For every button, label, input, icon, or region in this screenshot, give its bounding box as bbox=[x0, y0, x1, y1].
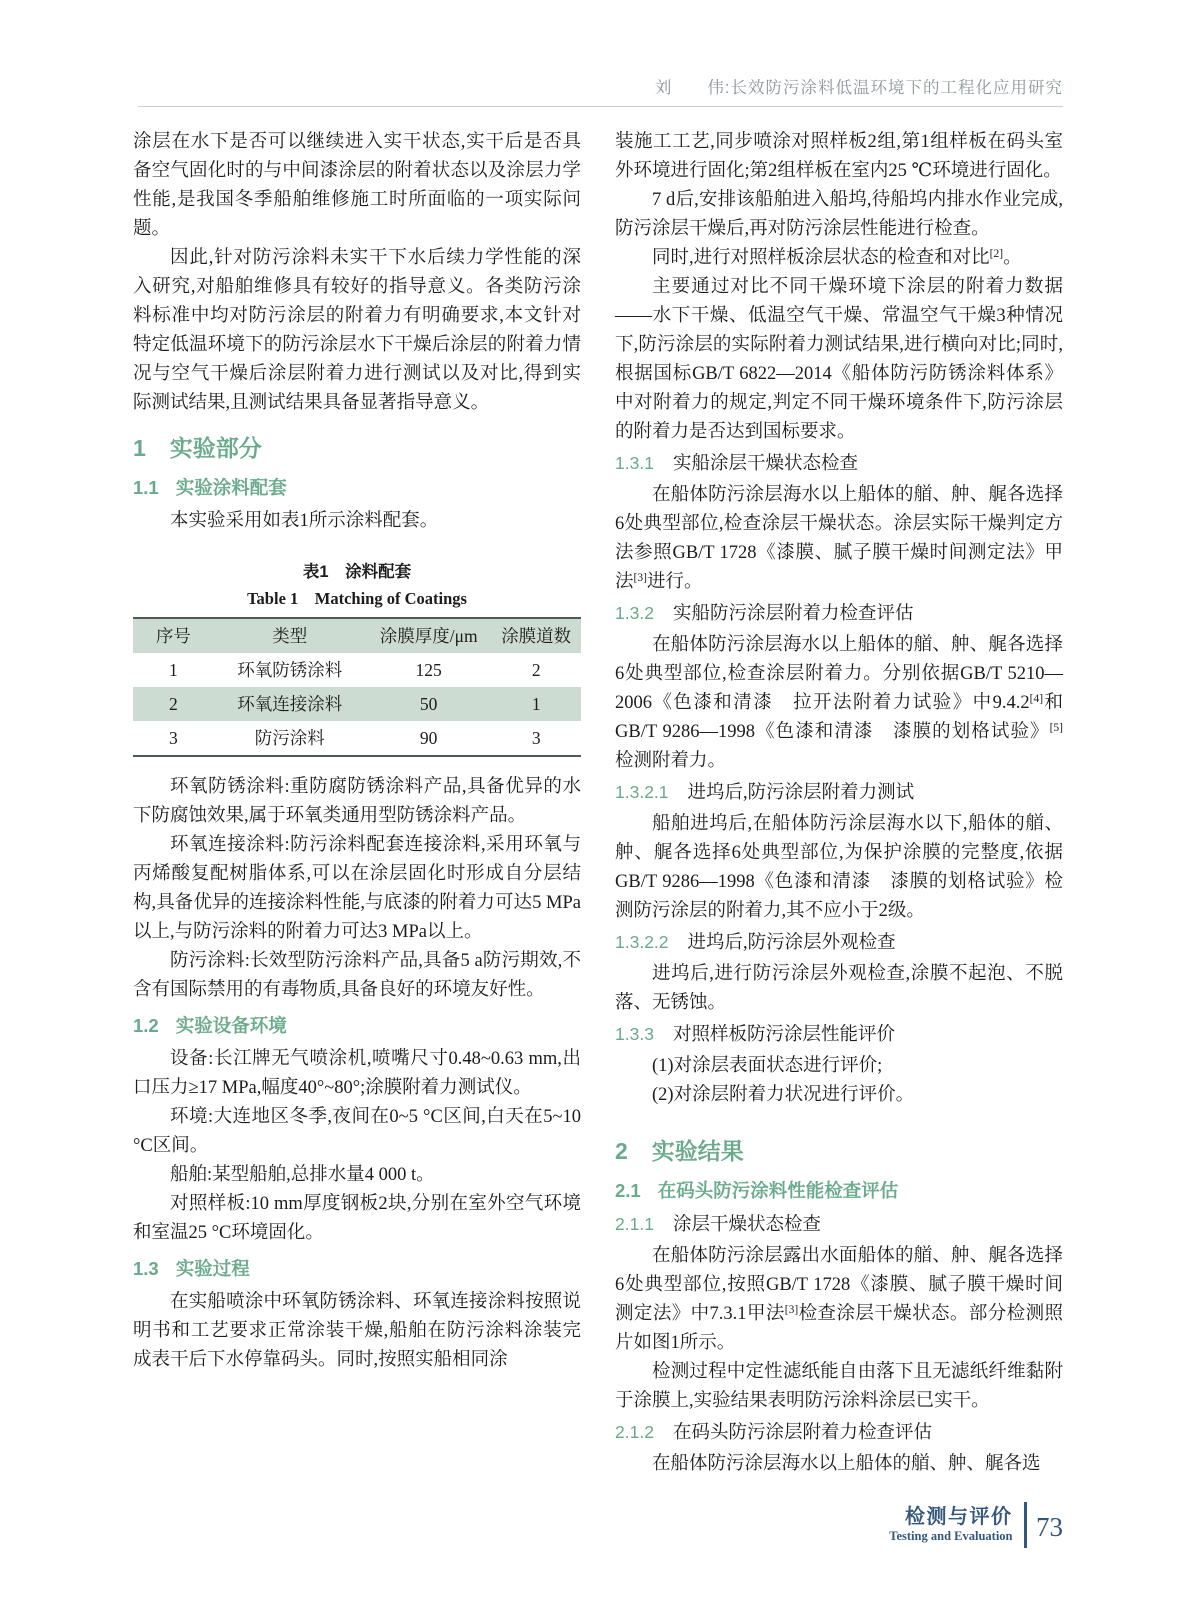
paragraph-text: 。 bbox=[1003, 248, 1022, 268]
section-title: 实验设备环境 bbox=[175, 1015, 287, 1037]
section-heading-1 bbox=[133, 433, 581, 464]
paragraph-text: 进行。 bbox=[646, 572, 703, 592]
citation-ref-4: [4] bbox=[1029, 693, 1044, 705]
table-cell: 1 bbox=[168, 660, 178, 681]
table-header-row bbox=[133, 618, 581, 653]
paragraph bbox=[615, 631, 1063, 776]
section-number: 1.1 bbox=[133, 477, 159, 499]
section-heading-2-1 bbox=[615, 1176, 1063, 1205]
paragraph: 在实船喷涂中环氧防锈涂料、环氧连接涂料按照说明书和工艺要求正常涂装干燥,船舶在防污涂料涂装完成表干后下水停靠码头。同时,按照实船相同涂 bbox=[133, 1292, 581, 1371]
table-1 bbox=[133, 617, 581, 757]
section-number: 1.3.3 bbox=[615, 1024, 654, 1044]
paragraph: 因此,针对防污涂料未实干下水后续力学性能的深入研究,对船舶维修具有较好的指导意义。各类防污涂料标准中均对防污涂层的附着力有明确要求,本文针对特定低温环境下的防污涂层水下干燥后涂层的附着力情况与空气干燥后涂层附着力进行测试以及对比,得到实际测试结果,且测试结果具备显著指导意义。 bbox=[133, 248, 581, 413]
table-cell: 50 bbox=[419, 694, 438, 715]
table-cell: 防污涂料 bbox=[254, 728, 325, 749]
header-rule bbox=[138, 106, 1063, 107]
paragraph bbox=[615, 481, 1063, 597]
table-caption-cn: 表1 涂料配套 bbox=[302, 563, 412, 582]
paragraph: 7 d后,安排该船舶进入船坞,待船坞内排水作业完成,防污涂层干燥后,再对防污涂层性能进行检查。 bbox=[615, 190, 1063, 239]
section-heading-1-3-2-1 bbox=[615, 778, 1063, 808]
section-number: 2.1.1 bbox=[615, 1214, 654, 1235]
paragraph-text: 同时,进行对照样板涂层状态的检查和对比 bbox=[652, 248, 990, 268]
section-heading-1-1 bbox=[133, 473, 581, 502]
section-title: 进坞后,防污涂层附着力测试 bbox=[687, 783, 915, 803]
section-number: 2.1 bbox=[615, 1180, 641, 1202]
section-number: 1.3.1 bbox=[615, 453, 654, 473]
paragraph: 在船体防污涂层海水以上船体的艏、舯、艉各选 bbox=[652, 1454, 1041, 1475]
section-title: 实验结果 bbox=[651, 1138, 744, 1164]
section-number: 1.3.2 bbox=[615, 603, 654, 623]
table-1-block bbox=[133, 558, 581, 757]
section-heading-1-3 bbox=[133, 1254, 581, 1283]
paragraph: 船舶:某型船舶,总排水量4 000 t。 bbox=[170, 1165, 435, 1186]
paragraph: 环氧防锈涂料:重防腐防锈涂料产品,具备优异的水下防腐蚀效果,属于环氧类通用型防锈涂料产品。 bbox=[133, 777, 581, 827]
table-header-cell: 类型 bbox=[272, 626, 308, 647]
table-cell: 2 bbox=[168, 694, 178, 715]
paragraph: 主要通过对比不同干燥环境下涂层的附着力数据——水下干燥、低温空气干燥、常温空气干燥3种情况下,防污涂层的实际附着力测试结果,进行横向对比;同时,根据国标GB/T 6822—2014《船体防污防锈涂料体系》中对附着力的规定,判定不同干燥环境条件下,防污涂层的附着力是否达到国标要求。 bbox=[615, 277, 1063, 442]
section-heading-1-2 bbox=[133, 1011, 581, 1040]
paragraph: 本实验采用如表1所示涂料配套。 bbox=[170, 511, 439, 532]
left-column bbox=[133, 128, 581, 1479]
section-number: 1.3.2.2 bbox=[615, 932, 669, 952]
paragraph-text: 在船体防污涂层海水以上船体的艏、舯、艉各选择6处典型部位,检查涂层干燥状态。涂层实际干燥判定方法参照GB/T 1728《漆膜、腻子膜干燥时间测定法》甲法 bbox=[615, 485, 1063, 592]
paragraph-text: 检测附着力。 bbox=[615, 751, 727, 771]
section-title: 实船涂层干燥状态检查 bbox=[672, 454, 858, 474]
paragraph-text: 在船体防污涂层海水以上船体的艏、舯、艉各选择6处典型部位,检查涂层附着力。分别依据GB/T 5210—2006《色漆和清漆 拉开法附着力试验》中9.4.2 bbox=[615, 635, 1063, 713]
section-heading-2 bbox=[615, 1136, 1063, 1167]
paragraph: 装施工工艺,同步喷涂对照样板2组,第1组样板在码头室外环境进行固化;第2组样板在室内25 ℃环境进行固化。 bbox=[615, 132, 1063, 181]
table-caption-en: Table 1 Matching of Coatings bbox=[247, 589, 467, 609]
paragraph bbox=[615, 244, 1063, 273]
paragraph: 进坞后,进行防污涂层外观检查,涂膜不起泡、不脱落、无锈蚀。 bbox=[615, 964, 1063, 1013]
paragraph: 设备:长江牌无气喷涂机,喷嘴尺寸0.48~0.63 mm,出口压力≥17 MPa,幅度40°~80°;涂膜附着力测试仪。 bbox=[133, 1049, 581, 1099]
section-heading-1-3-2 bbox=[615, 599, 1063, 629]
section-title: 进坞后,防污涂层外观检查 bbox=[687, 933, 896, 953]
right-column bbox=[615, 128, 1063, 1479]
list-item-2: (2)对涂层附着力状况进行评价。 bbox=[652, 1085, 915, 1105]
page-footer bbox=[889, 1502, 1063, 1548]
section-title: 涂层干燥状态检查 bbox=[672, 1215, 821, 1236]
table-cell: 2 bbox=[531, 660, 541, 681]
table-row bbox=[133, 653, 581, 687]
section-title: 实验过程 bbox=[175, 1258, 250, 1280]
table-row bbox=[133, 687, 581, 721]
citation-ref-3: [3] bbox=[784, 1304, 799, 1317]
table-cell: 3 bbox=[168, 728, 178, 749]
paragraph-text: 和GB/T 9286—1998《色漆和清漆 漆膜的划格试验》 bbox=[615, 693, 1063, 742]
paragraph bbox=[615, 1242, 1063, 1358]
table-header-cell: 涂膜道数 bbox=[501, 626, 572, 647]
journal-name-en: Testing and Evaluation bbox=[889, 1529, 1013, 1543]
page-number: 73 bbox=[1036, 1511, 1063, 1542]
table-cell: 环氧防锈涂料 bbox=[237, 660, 343, 681]
list-item-1: (1)对涂层表面状态进行评价; bbox=[652, 1056, 883, 1076]
section-number: 2 bbox=[615, 1138, 628, 1164]
paragraph: 船舶进坞后,在船体防污涂层海水以下,船体的艏、舯、艉各选择6处典型部位,为保护涂膜的完整度,依据GB/T 9286—1998《色漆和清漆 漆膜的划格试验》检测防污涂层的附着力,其不应小于2级。 bbox=[615, 814, 1063, 921]
paragraph: 检测过程中定性滤纸能自由落下且无滤纸纤维黏附于涂膜上,实验结果表明防污涂料涂层已实干。 bbox=[615, 1362, 1063, 1412]
running-title: 刘 伟:长效防污涂料低温环境下的工程化应用研究 bbox=[654, 79, 1063, 97]
section-number: 2.1.2 bbox=[615, 1422, 654, 1443]
table-cell: 环氧连接涂料 bbox=[237, 694, 343, 715]
paragraph: 环境:大连地区冬季,夜间在0~5 °C区间,白天在5~10 °C区间。 bbox=[133, 1107, 581, 1157]
table-cell: 3 bbox=[531, 728, 541, 749]
footer-divider bbox=[1024, 1502, 1028, 1548]
section-title: 在码头防污涂料性能检查评估 bbox=[657, 1180, 899, 1202]
section-heading-1-3-3 bbox=[615, 1020, 1063, 1050]
paragraph: 对照样板:10 mm厚度钢板2块,分别在室外空气环境和室温25 °C环境固化。 bbox=[133, 1194, 581, 1244]
section-heading-2-1-2 bbox=[615, 1418, 1063, 1448]
table-header-cell: 涂膜厚度/μm bbox=[379, 626, 478, 647]
page-body bbox=[133, 128, 1063, 1479]
section-title: 实验涂料配套 bbox=[175, 477, 287, 499]
citation-ref-3: [3] bbox=[633, 572, 647, 584]
table-cell: 1 bbox=[531, 694, 541, 715]
section-title: 实船防污涂层附着力检查评估 bbox=[672, 604, 914, 624]
paragraph: 防污涂料:长效型防污涂料产品,具备5 a防污期效,不含有国际禁用的有毒物质,具备良好的环境友好性。 bbox=[133, 951, 581, 1001]
journal-name-block bbox=[889, 1506, 1012, 1544]
section-number: 1.2 bbox=[133, 1015, 159, 1037]
paragraph-text: 检查涂层干燥状态。部分检测照片如图1所示。 bbox=[615, 1304, 1063, 1354]
citation-ref-5: [5] bbox=[1049, 722, 1063, 734]
table-cell: 125 bbox=[415, 660, 442, 681]
section-heading-1-3-2-2 bbox=[615, 928, 1063, 958]
section-title: 实验部分 bbox=[169, 435, 262, 461]
section-number: 1.3 bbox=[133, 1258, 159, 1280]
paragraph: 环氧连接涂料:防污涂料配套连接涂料,采用环氧与丙烯酸复配树脂体系,可以在涂层固化时形成自分层结构,具备优异的连接涂料性能,与底漆的附着力可达5 MPa以上,与防污涂料的附着力可达3 MPa以上。 bbox=[133, 835, 581, 943]
table-row bbox=[133, 721, 581, 756]
journal-name-cn: 检测与评价 bbox=[905, 1506, 1013, 1528]
table-cell: 90 bbox=[419, 728, 438, 749]
section-number: 1.3.2.1 bbox=[615, 782, 669, 802]
paragraph-text: 在船体防污涂层露出水面船体的艏、舯、艉各选择6处典型部位,按照GB/T 1728《漆膜、腻子膜干燥时间测定法》中7.3.1甲法 bbox=[615, 1246, 1063, 1325]
section-heading-2-1-1 bbox=[615, 1210, 1063, 1240]
table-header-cell: 序号 bbox=[155, 626, 191, 647]
section-title: 对照样板防污涂层性能评价 bbox=[672, 1025, 895, 1045]
citation-ref-2: [2] bbox=[989, 248, 1004, 260]
section-number: 1 bbox=[133, 435, 146, 461]
section-title: 在码头防污涂层附着力检查评估 bbox=[672, 1423, 932, 1444]
paragraph: 涂层在水下是否可以继续进入实干状态,实干后是否具备空气固化时的与中间漆涂层的附着状态以及涂层力学性能,是我国冬季船舶维修施工时所面临的一项实际问题。 bbox=[133, 132, 581, 239]
section-heading-1-3-1 bbox=[615, 449, 1063, 479]
